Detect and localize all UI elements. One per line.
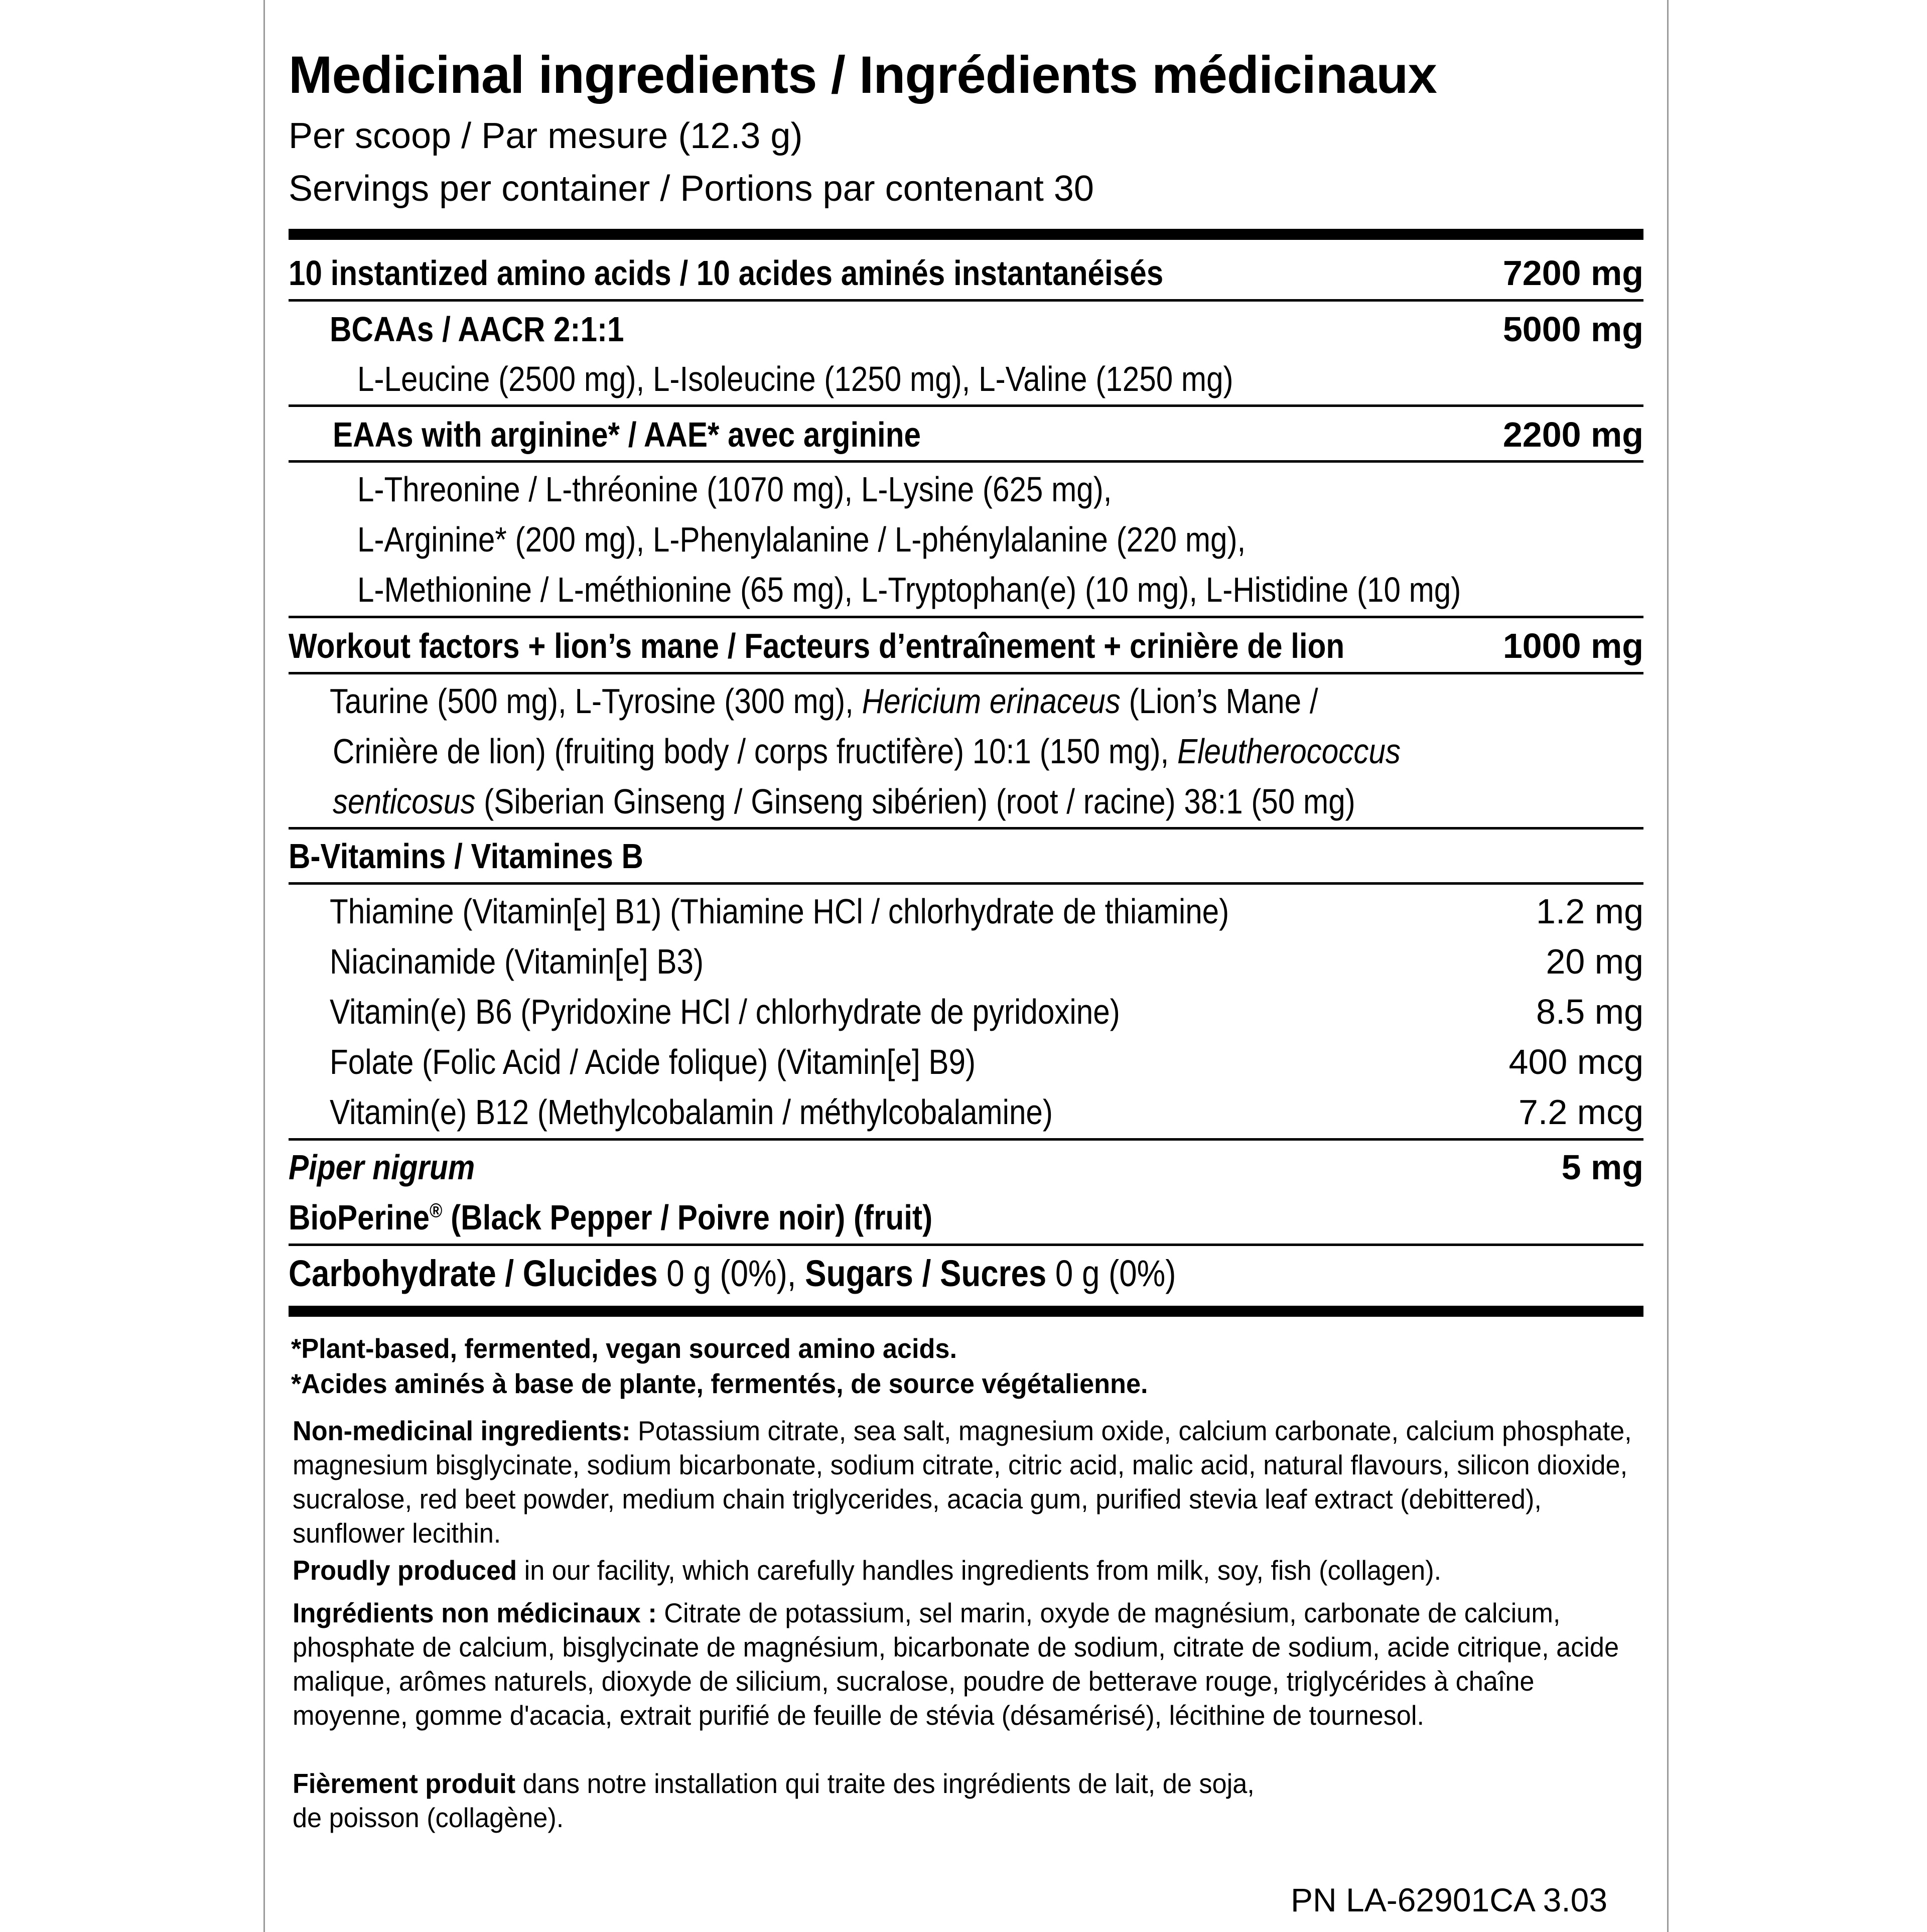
divider — [289, 1138, 1643, 1141]
produced-statement-en: Proudly produced in our facility, which carefully handles ingredients from milk, soy, fish (collagen). — [293, 1555, 1442, 1586]
thick-divider — [289, 1306, 1643, 1317]
vitamin-amount: 400 mcg — [1508, 1042, 1643, 1081]
vitamin-name: Niacinamide (Vitamin[e] B3) — [330, 942, 704, 981]
vitamin-amount: 7.2 mcg — [1519, 1092, 1643, 1132]
vitamin-amount: 8.5 mg — [1536, 992, 1643, 1031]
divider — [289, 1244, 1643, 1246]
workout-detail-line: Taurine (500 mg), L-Tyrosine (300 mg), Hericium erinaceus (Lion’s Mane / — [330, 681, 1318, 721]
carbohydrate-line: Carbohydrate / Glucides 0 g (0%), Sugars / Sucres 0 g (0%) — [289, 1253, 1176, 1294]
workout-factors-label: Workout factors + lion’s mane / Facteurs d’entraînement + crinière de lion — [289, 626, 1345, 665]
eaa-detail: L-Threonine / L-thréonine (1070 mg), L-Lysine (625 mg), — [357, 470, 1112, 509]
part-number: PN LA-62901CA 3.03 — [1291, 1881, 1608, 1918]
footnote-fr: *Acides aminés à base de plante, fermentés, de source végétalienne. — [291, 1368, 1148, 1399]
eaa-amount: 2200 mg — [1502, 415, 1643, 454]
vitamin-name: Thiamine (Vitamin[e] B1) (Thiamine HCl / chlorhydrate de thiamine) — [330, 892, 1229, 931]
workout-factors-amount: 1000 mg — [1502, 626, 1643, 665]
amino-acids-amount: 7200 mg — [1502, 253, 1643, 293]
eaa-label: EAAs with arginine* / AAE* avec arginine — [333, 415, 921, 454]
bioperine-line: BioPerine® (Black Pepper / Poivre noir) (fruit) — [289, 1198, 933, 1237]
bcaa-detail: L-Leucine (2500 mg), L-Isoleucine (1250 mg), L-Valine (1250 mg) — [357, 359, 1233, 398]
per-scoop: Per scoop / Par mesure (12.3 g) — [289, 116, 803, 156]
produced-statement-fr-cont: de poisson (collagène). — [293, 1802, 564, 1833]
divider — [289, 672, 1643, 674]
servings-per-container: Servings per container / Portions par contenant 30 — [289, 169, 1094, 209]
vitamin-name: Vitamin(e) B12 (Methylcobalamin / méthylcobalamine) — [330, 1092, 1053, 1132]
b-vitamins-label: B-Vitamins / Vitamines B — [289, 837, 644, 876]
divider — [289, 616, 1643, 618]
page-title: Medicinal ingredients / Ingrédients médicinaux — [289, 46, 1437, 104]
eaa-detail: L-Arginine* (200 mg), L-Phenylalanine / L-phénylalanine (220 mg), — [357, 520, 1246, 559]
amino-acids-label: 10 instantized amino acids / 10 acides aminés instantanéisés — [289, 253, 1164, 293]
vitamin-amount: 1.2 mg — [1536, 892, 1643, 931]
divider — [289, 460, 1643, 463]
vitamin-amount: 20 mg — [1546, 942, 1643, 981]
footnote-en: *Plant-based, fermented, vegan sourced amino acids. — [291, 1333, 957, 1364]
divider — [289, 827, 1643, 830]
piper-nigrum-amount: 5 mg — [1561, 1148, 1643, 1187]
eaa-detail: L-Methionine / L-méthionine (65 mg), L-Tryptophan(e) (10 mg), L-Histidine (10 mg) — [357, 570, 1461, 609]
non-medicinal-ingredients-fr: Ingrédients non médicinaux : Citrate de potassium, sel marin, oxyde de magnésium, carbonate de calcium, phosphate de calcium, bisglycinate de magnésium, bicarbonate de sodium, citrate de sodium, acide citrique, acide malique, arômes naturels, dioxyde de silicium, sucralose, poudre de betterave rouge, triglycérides à chaîne moyenne, gomme d'acacia, extrait purifié de feuille de stévia (désamérisé), lécithine de tournesol. — [293, 1597, 1619, 1731]
workout-detail-line: senticosus (Siberian Ginseng / Ginseng sibérien) (root / racine) 38:1 (50 mg) — [333, 782, 1355, 821]
thick-divider — [289, 229, 1643, 240]
divider — [289, 882, 1643, 885]
bcaa-label: BCAAs / AACR 2:1:1 — [330, 310, 624, 349]
produced-statement-fr: Fièrement produit dans notre installation qui traite des ingrédients de lait, de soja, — [293, 1768, 1255, 1799]
bcaa-amount: 5000 mg — [1502, 310, 1643, 349]
workout-detail-line: Crinière de lion) (fruiting body / corps fructifère) 10:1 (150 mg), Eleutherococcus — [333, 732, 1401, 771]
non-medicinal-ingredients-en: Non-medicinal ingredients: Potassium citrate, sea salt, magnesium oxide, calcium carbonate, calcium phosphate, magnesium bisglycinate, sodium bicarbonate, sodium citrate, citric acid, malic acid, natural flavours, silicon dioxide, sucralose, red beet powder, medium chain triglycerides, acacia gum, purified stevia leaf extract (debittered), sunflower lecithin. — [293, 1415, 1632, 1549]
divider — [289, 299, 1643, 302]
divider — [289, 404, 1643, 407]
vitamin-name: Vitamin(e) B6 (Pyridoxine HCl / chlorhydrate de pyridoxine) — [330, 992, 1120, 1031]
vitamin-name: Folate (Folic Acid / Acide folique) (Vitamin[e] B9) — [330, 1042, 976, 1081]
piper-nigrum-name: Piper nigrum — [289, 1148, 475, 1187]
